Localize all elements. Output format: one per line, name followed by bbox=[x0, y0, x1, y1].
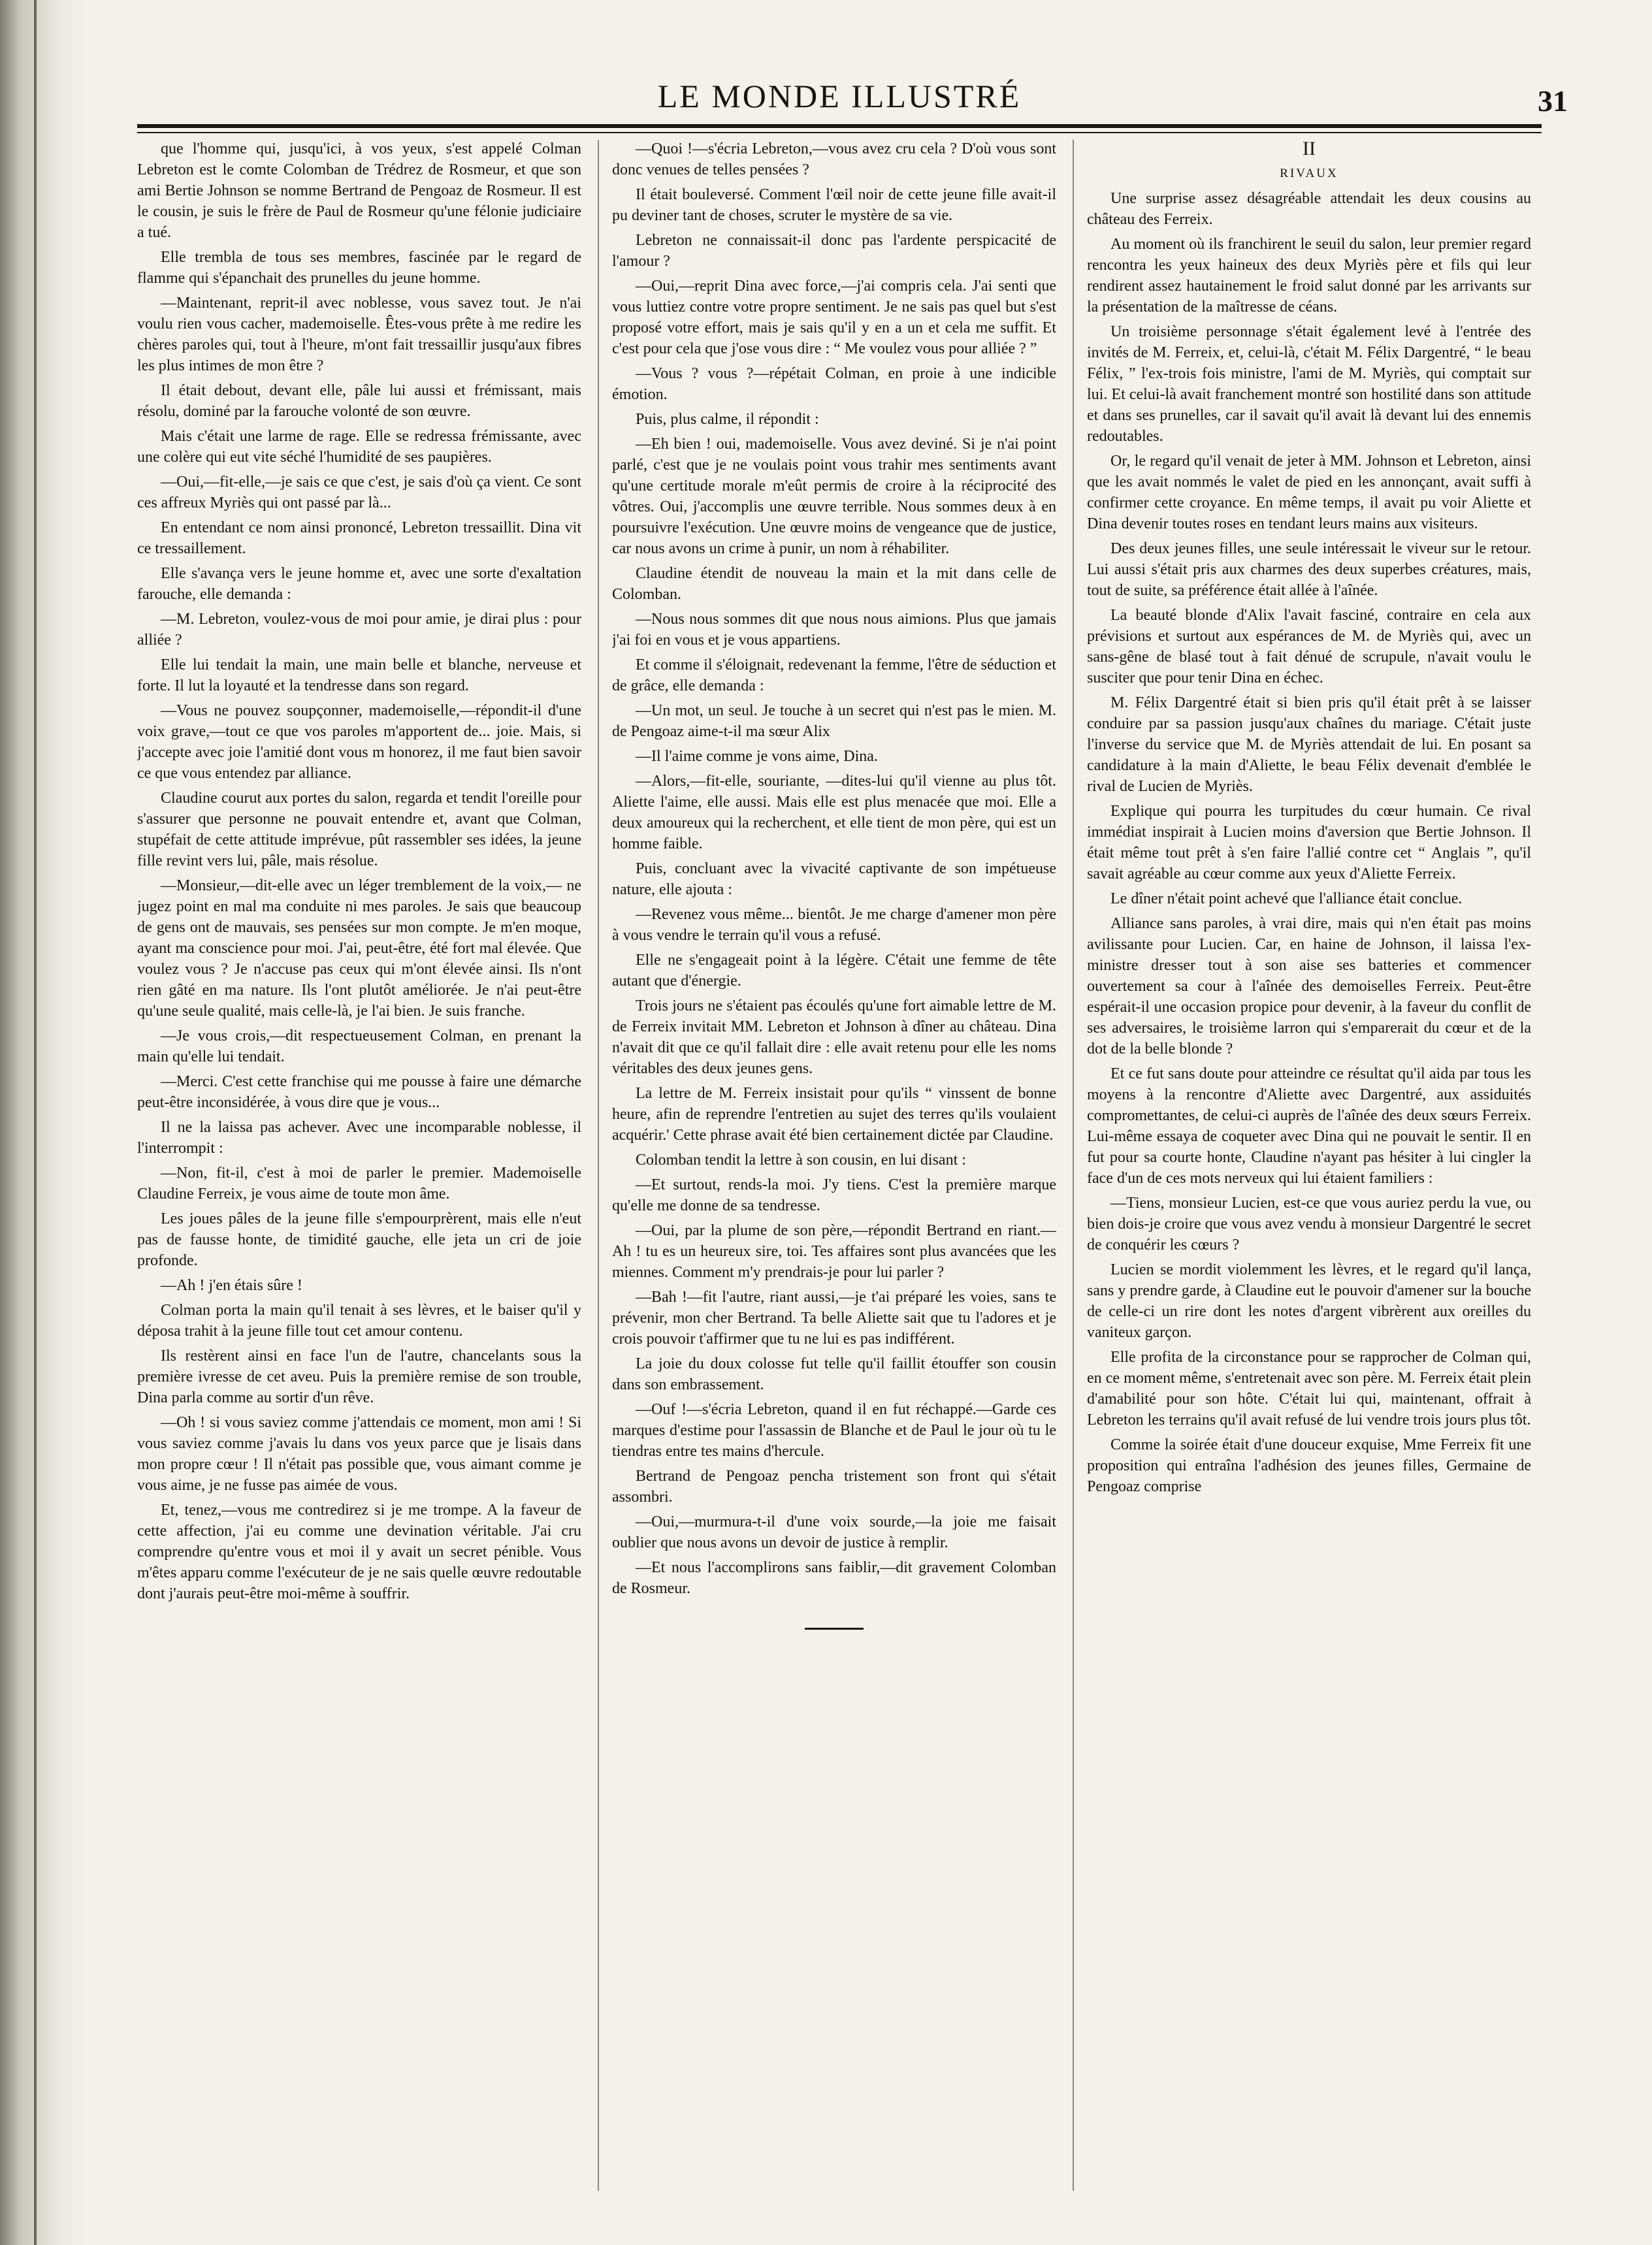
paragraph: Puis, concluant avec la vivacité captivante de son impétueuse nature, elle ajouta : bbox=[612, 860, 1056, 898]
paragraph: Elle ne s'engageait point à la légère. C'était une femme de tête autant que d'énergie. bbox=[612, 952, 1056, 990]
paragraph: —Revenez vous même... bientôt. Je me charge d'amener mon père à vous vendre le terrain qu'il vous a refusé. bbox=[612, 906, 1056, 944]
paragraph: Or, le regard qu'il venait de jeter à MM. Johnson et Lebreton, ainsi que les avait nommés le valet de pied en les annonçant, avait suffi à confirmer cette croyance. En même temps, il avait pu voir Aliette et Dina devenir toutes roses en tendant leurs mains aux visiteurs. bbox=[1087, 453, 1531, 532]
text-column-1 bbox=[137, 138, 581, 2216]
paragraph: —Monsieur,—dit-elle avec un léger tremblement de la voix,— ne jugez point en mal ma conduite ni mes paroles. Je sais que beaucoup de gens ont de mauvais, ses pensées sur mon compte. Je m'en moque, ayant ma conscience pour moi. J'ai, peut-être, été fort mal élevée. Que voulez vous ? Je n'accuse pas ceux qui m'ont élevée ainsi. Ils n'ont rien gâté en ma nature. Ils l'ont plutôt améliorée. Je n'ai peut-être qu'une seule qualité, mais celle-là, je l'ai bien. Je suis franche. bbox=[137, 877, 581, 1020]
paragraph: —Ouf !—s'écria Lebreton, quand il en fut réchappé.—Garde ces marques d'estime pour l'assassin de Blanche et de Paul le jour où tu le tiendras entre tes mains d'hercule. bbox=[612, 1401, 1056, 1460]
paragraph: Ils restèrent ainsi en face l'un de l'autre, chancelants sous la première ivresse de cet aveu. Puis la première remise de son trouble, Dina parla comme au sortir d'un rêve. bbox=[137, 1348, 581, 1406]
paragraph: Elle profita de la circonstance pour se rapprocher de Colman qui, en ce moment même, s'entretenait avec son père. M. Ferreix était plein d'amabilité pour son hôte. C'était lui qui, maintenant, offrait à Lebreton les terrains qu'il avait refusé de lui vendre trois jours plus tôt. bbox=[1087, 1349, 1531, 1429]
binding-shadow-line bbox=[34, 0, 37, 2245]
paragraph: Elle trembla de tous ses membres, fascinée par le regard de flamme qui s'épanchait des prunelles du jeune homme. bbox=[137, 249, 581, 287]
paragraph: La joie du doux colosse fut telle qu'il faillit étouffer son cousin dans son embrassement. bbox=[612, 1355, 1056, 1393]
paragraph: —Bah !—fit l'autre, riant aussi,—je t'ai préparé les voies, sans te prévenir, mon cher Bertrand. Ta belle Aliette sait que tu l'adores et je crois pouvoir t'affirmer que tu ne lui es pas indifférent. bbox=[612, 1289, 1056, 1348]
paragraph: Le dîner n'était point achevé que l'alliance était conclue. bbox=[1110, 890, 1463, 907]
header-rule-thick bbox=[137, 124, 1542, 128]
paragraph: —Nous nous sommes dit que nous nous aimions. Plus que jamais j'ai foi en vous et je vous appartiens. bbox=[612, 611, 1056, 649]
paragraph: —Oui,—murmura-t-il d'une voix sourde,—la joie me faisait oublier que nous avons un devoir de justice à remplir. bbox=[612, 1513, 1056, 1551]
paragraph: Les joues pâles de la jeune fille s'empourprèrent, mais elle n'eut pas de fausse honte, de timidité gauche, elle jeta un cri de joie profonde. bbox=[137, 1210, 581, 1269]
paragraph: Puis, plus calme, il répondit : bbox=[636, 411, 819, 428]
paragraph: Et, tenez,—vous me contredirez si je me trompe. A la faveur de cette affection, j'ai eu comme une devination véritable. J'ai cru comprendre qu'entre vous et moi il y avait un secret pénible. Vous m'êtes apparu comme l'exécuteur de je ne sais quelle œuvre redoutable dont j'aurais peut-être moi-même à souffrir. bbox=[137, 1502, 581, 1602]
paragraph: —Je vous crois,—dit respectueusement Colman, en prenant la main qu'elle lui tendait. bbox=[137, 1027, 581, 1065]
paragraph: Claudine étendit de nouveau la main et la mit dans celle de Colomban. bbox=[612, 565, 1056, 603]
paragraph: Trois jours ne s'étaient pas écoulés qu'une fort aimable lettre de M. de Ferreix invitait MM. Lebreton et Johnson à dîner au château. Dina n'avait dit que ce qu'il fallait dire : elle avait retenu pour elle les noms véritables des deux jeunes gens. bbox=[612, 997, 1056, 1077]
paragraph: Explique qui pourra les turpitudes du cœur humain. Ce rival immédiat inspirait à Lucien moins d'aversion que Bertie Johnson. Il était même tout prêt à s'en faire l'allié contre cet “ Anglais ”, qu'il savait agréable au cœur comme aux yeux d'Aliette Ferreix. bbox=[1087, 803, 1531, 882]
paragraph: Lebreton ne connaissait-il donc pas l'ardente perspicacité de l'amour ? bbox=[612, 232, 1056, 270]
paragraph: M. Félix Dargentré était si bien pris qu'il était prêt à se laisser conduire par sa passion jusqu'aux chaînes du mariage. C'était juste l'inverse du service que M. de Myriès attendait de lui. En posant sa candidature à la main d'Aliette, le beau Félix devenait d'emblée le rival de Lucien de Myriès. bbox=[1087, 694, 1531, 795]
paragraph: Une surprise assez désagréable attendait les deux cousins au château des Ferreix. bbox=[1087, 190, 1531, 228]
paragraph: Il était bouleversé. Comment l'œil noir de cette jeune fille avait-il pu deviner tant de choses, scruter le mystère de sa vie. bbox=[612, 186, 1056, 224]
paragraph: Claudine courut aux portes du salon, regarda et tendit l'oreille pour s'assurer que personne ne pouvait entendre et, avant que Colman, stupéfait de cette attitude imprévue, pût rassembler ses idées, la jeune fille revint vers lui, pâle, mais résolue. bbox=[137, 790, 581, 869]
paragraph: —Tiens, monsieur Lucien, est-ce que vous auriez perdu la vue, ou bien dois-je croire que vous avez vendu à monsieur Dargentré le secret de conquérir les cœurs ? bbox=[1087, 1195, 1531, 1253]
paragraph: Alliance sans paroles, à vrai dire, mais qui n'en était pas moins avilissante pour Lucien. Car, en haine de Johnson, il laissa l'ex-ministre dresser tout à son aise ses batteries et commencer ouvertement sa cour à l'aînée des demoiselles Ferreix. Peut-être espérait-il une occasion propice pour devenir, à la faveur du conflit de ses adversaires, le troisième larron qui s'emparerait du cœur et de la dot de la belle blonde ? bbox=[1087, 915, 1531, 1058]
paragraph: Il était debout, devant elle, pâle lui aussi et frémissant, mais résolu, dominé par la farouche volonté de son œuvre. bbox=[137, 382, 581, 420]
page-binding-edge bbox=[0, 0, 85, 2245]
header-rule-thin bbox=[137, 132, 1542, 133]
paragraph: Un troisième personnage s'était également levé à l'entrée des invités de M. Ferreix, et, celui-là, c'était M. Félix Dargentré, “ le beau Félix, ” l'ex-trois fois ministre, l'ami de M. Myriès, qui comptait sur lui. Et celui-là avait franchement montré son hostilité dans son attitude et dans ses prunelles, car il savait qu'il avait là devant lui des ennemis redoutables. bbox=[1087, 323, 1531, 445]
paragraph: En entendant ce nom ainsi prononcé, Lebreton tressaillit. Dina vit ce tressaillement. bbox=[137, 519, 581, 557]
paragraph: —Oh ! si vous saviez comme j'attendais ce moment, mon ami ! Si vous saviez comme j'avais lu dans vos yeux parce que je lisais dans mon propre cœur ! Il n'était pas possible que, vous aimant comme je vous aime, je ne fusse pas aimée de vous. bbox=[137, 1414, 581, 1494]
column-divider-2 bbox=[1073, 140, 1074, 2191]
paragraph: Et ce fut sans doute pour atteindre ce résultat qu'il aida par tous les moyens à la rencontre d'Aliette avec Dargentré, aux assiduités compromettantes, de celui-ci auprès de l'aînée des deux sœurs Ferreix. Lui-même essaya de coqueter avec Dina qui ne pouvait le sentir. Il en fut pour sa courte honte, Claudine n'ayant pas hésiter à lui cingler la face d'un de ces mots nerveux qui lui étaient familiers : bbox=[1087, 1065, 1531, 1187]
masthead-title: LE MONDE ILLUSTRÉ bbox=[657, 78, 1022, 114]
paragraph: —Un mot, un seul. Je touche à un secret qui n'est pas le mien. M. de Pengoaz aime-t-il ma sœur Alix bbox=[612, 702, 1056, 740]
paragraph: Elle lui tendait la main, une main belle et blanche, nerveuse et forte. Il lut la loyauté et la tendresse dans son regard. bbox=[137, 656, 581, 694]
paragraph: —Et surtout, rends-la moi. J'y tiens. C'est la première marque qu'elle me donne de sa tendresse. bbox=[612, 1176, 1056, 1214]
paragraph: —Oui,—reprit Dina avec force,—j'ai compris cela. J'ai senti que vous luttiez contre votre propre sentiment. Je ne sais pas quel but s'est proposé votre effort, mais je sais qu'il y en a un et cela me suffit. Et c'est pour cela que j'ose vous dire : “ Me voulez vous pour alliée ? ” bbox=[612, 278, 1056, 357]
page-header bbox=[137, 77, 1568, 123]
end-rule bbox=[805, 1628, 864, 1630]
paragraph: —Eh bien ! oui, mademoiselle. Vous avez deviné. Si je n'ai point parlé, c'est que je ne voulais point vous trahir mes sentiments avant qu'une certitude morale m'eût permis de croire à la réciprocité des vôtres. Oui, j'accomplis une œuvre terrible. Nous sommes deux à en poursuivre l'exécution. Une œuvre moins de vengeance que de justice, car nous avons un crime à punir, un nom à réhabiliter. bbox=[612, 436, 1056, 557]
paragraph: —Maintenant, reprit-il avec noblesse, vous savez tout. Je n'ai voulu rien vous cacher, mademoiselle. Êtes-vous prête à me redire les chères paroles qui, tout à l'heure, m'ont fait tressaillir jusqu'aux fibres les plus intimes de mon être ? bbox=[137, 295, 581, 374]
paragraph: Lucien se mordit violemment les lèvres, et le regard qu'il lança, sans y prendre garde, à Claudine eut le pouvoir d'amener sur la bouche de celle-ci un rire dont les notes d'argent vibrèrent aux oreilles du vaniteux garçon. bbox=[1087, 1261, 1531, 1341]
paragraph: Colomban tendit la lettre à son cousin, en lui disant : bbox=[636, 1152, 966, 1169]
paragraph: —Vous ? vous ?—répétait Colman, en proie à une indicible émotion. bbox=[612, 365, 1056, 403]
paragraph: La lettre de M. Ferreix insistait pour qu'ils “ vinssent de bonne heure, afin de reprendre l'entretien au sujet des terres qu'ils voulaient acquérir.' Cette phrase avait été bien certainement dictée par Claudine. bbox=[612, 1085, 1056, 1144]
paragraph: Et comme il s'éloignait, redevenant la femme, l'être de séduction et de grâce, elle demanda : bbox=[612, 656, 1056, 694]
paragraph: Mais c'était une larme de rage. Elle se redressa frémissante, avec une colère qui eut vite séché l'humidité de ses paupières. bbox=[137, 428, 581, 466]
paragraph: —Et nous l'accomplirons sans faiblir,—dit gravement Colomban de Rosmeur. bbox=[612, 1559, 1056, 1597]
paragraph: —Oui, par la plume de son père,—répondit Bertrand en riant.—Ah ! tu es un heureux sire, toi. Tes affaires sont plus avancées que les miennes. Comment m'y prendrais-je pour lui parler ? bbox=[612, 1222, 1056, 1281]
text-column-3 bbox=[1087, 138, 1531, 2216]
paragraph: Elle s'avança vers le jeune homme et, avec une sorte d'exaltation farouche, elle demanda : bbox=[137, 565, 581, 603]
paragraph: La beauté blonde d'Alix l'avait fasciné, contraire en cela aux prévisions et surtout aux espérances de M. de Myriès qui, avec un sans-gêne de blasé tout à fait dénué de scrupule, n'avait voulu le susciter que pour tenir Dina en échec. bbox=[1087, 607, 1531, 686]
paragraph: —Il l'aime comme je vons aime, Dina. bbox=[636, 748, 878, 765]
paragraph: —Vous ne pouvez soupçonner, mademoiselle,—répondit-il d'une voix grave,—tout ce que vos paroles m'apportent de... joie. Mais, si j'accepte avec joie l'amitié dont vous m honorez, il me faut bien savoir ce que vous entendez par alliance. bbox=[137, 702, 581, 782]
paragraph: —M. Lebreton, voulez-vous de moi pour amie, je dirai plus : pour alliée ? bbox=[137, 611, 581, 649]
paragraph: Au moment où ils franchirent le seuil du salon, leur premier regard rencontra les yeux haineux des deux Myriès père et fils qui leur rendirent assez hautainement le froid salut donné par les arrivants sur la présentation de la maîtresse de céans. bbox=[1087, 236, 1531, 315]
paragraph: —Merci. C'est cette franchise qui me pousse à faire une démarche peut-être inconsidérée, à vous dire que je vous... bbox=[137, 1073, 581, 1111]
paragraph: —Alors,—fit-elle, souriante, —dites-lui qu'il vienne au plus tôt. Aliette l'aime, elle aussi. Mais elle est plus menacée que moi. Elle a deux amoureux qui la recherchent, et elle tient de mon père, qui est un homme faible. bbox=[612, 773, 1056, 852]
column-divider-1 bbox=[598, 140, 599, 2191]
paragraph: Bertrand de Pengoaz pencha tristement son front qui s'était assombri. bbox=[612, 1468, 1056, 1506]
paragraph: —Ah ! j'en étais sûre ! bbox=[161, 1277, 302, 1294]
paragraph: que l'homme qui, jusqu'ici, à vos yeux, s'est appelé Colman Lebreton est le comte Colomban de Trédrez de Rosmeur, et que son ami Bertie Johnson se nomme Bertrand de Pengoaz de Rosmeur. Il est le cousin, je suis le frère de Paul de Rosmeur qu'une félonie judiciaire a tué. bbox=[137, 140, 581, 241]
paragraph: —Quoi !—s'écria Lebreton,—vous avez cru cela ? D'où vous sont donc venues de telles pensées ? bbox=[612, 140, 1056, 178]
paragraph: Il ne la laissa pas achever. Avec une incomparable noblesse, il l'interrompit : bbox=[137, 1119, 581, 1157]
paragraph: Comme la soirée était d'une douceur exquise, Mme Ferreix fit une proposition qui entraîna l'adhésion des jeunes filles, Germaine de Pengoaz comprise bbox=[1087, 1436, 1531, 1495]
paragraph: Des deux jeunes filles, une seule intéressait le viveur sur le retour. Lui aussi s'était pris aux charmes des deux superbes créatures, mais, tout de suite, sa préférence était allée à l'aînée. bbox=[1087, 540, 1531, 599]
paragraph: Colman porta la main qu'il tenait à ses lèvres, et le baiser qu'il y déposa trahit à la jeune fille tout cet amour contenu. bbox=[137, 1302, 581, 1340]
page-number: 31 bbox=[1538, 84, 1568, 118]
paragraph: —Non, fit-il, c'est à moi de parler le premier. Mademoiselle Claudine Ferreix, je vous aime de toute mon âme. bbox=[137, 1165, 581, 1203]
paragraph: —Oui,—fit-elle,—je sais ce que c'est, je sais d'où ça vient. Ce sont ces affreux Myriès qui ont passé par là... bbox=[137, 474, 581, 511]
chapter-title: RIVAUX bbox=[1280, 167, 1338, 180]
text-column-2 bbox=[612, 138, 1056, 2216]
chapter-number: II bbox=[1303, 138, 1316, 159]
